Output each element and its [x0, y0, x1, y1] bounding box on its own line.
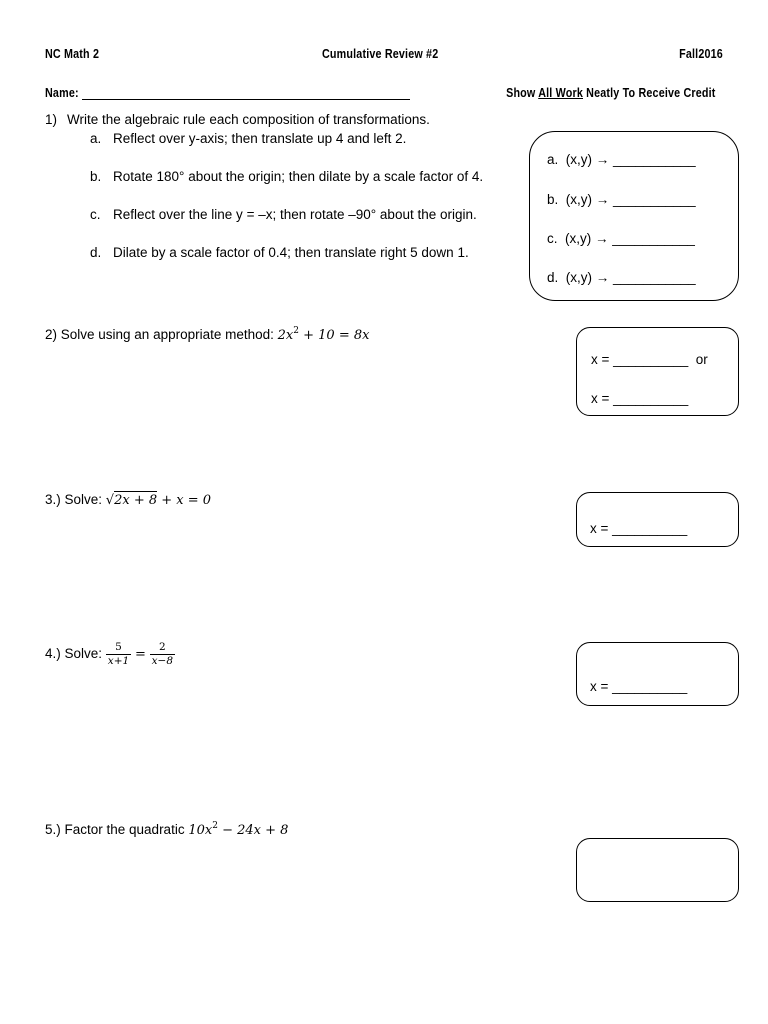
q5-expr-exp: 2 [212, 821, 218, 831]
q1-answer-rule: (x,y) → [565, 270, 610, 285]
q5-expression [188, 823, 288, 838]
q4-answer-box [576, 642, 739, 706]
q1-item-letter: c. [90, 207, 101, 222]
q2-answer-1[interactable] [591, 352, 708, 367]
q1-item-text: Reflect over y-axis; then translate up 4 and left 2. [113, 131, 407, 146]
q4-lhs-den: x+1 [107, 655, 130, 667]
q3-prompt [45, 492, 211, 508]
q1-answer-blank[interactable]: ___________ [613, 270, 696, 285]
q1-answer-letter: b. [547, 192, 559, 207]
q2-or: or [695, 352, 708, 367]
q1-answer-d[interactable] [547, 270, 696, 285]
q4-prompt [45, 641, 175, 668]
q4-equals: = [134, 647, 146, 663]
name-label: Name: [45, 86, 79, 100]
q4-lhs-num: 5 [115, 641, 122, 653]
q1-answer-rule: (x,y) → [565, 231, 609, 246]
instructions [507, 86, 716, 100]
q2-prompt [45, 326, 369, 343]
q1-answer-c[interactable] [547, 231, 695, 246]
q1-answer-rule: (x,y) → [565, 192, 610, 207]
q1-answer-a[interactable] [547, 152, 696, 167]
q1-item-text: Reflect over the line y = –x; then rotate –90° about the origin. [113, 207, 477, 222]
q4-answer[interactable]: x = __________ [590, 679, 688, 694]
q1-prompt: Write the algebraic rule each composition of transformations. [67, 112, 430, 127]
q3-prompt-text: 3.) Solve: [45, 492, 106, 507]
q3-answer[interactable]: x = __________ [590, 521, 688, 536]
q3-radical-sign: √ [105, 493, 115, 508]
q1-answer-blank[interactable]: ___________ [613, 152, 696, 167]
q5-prompt [45, 821, 288, 838]
q2-equation [278, 328, 370, 343]
q1-answer-letter: a. [547, 152, 559, 167]
q2-answer-1-blank[interactable]: x = __________ [591, 352, 689, 367]
q4-rhs-fraction [150, 641, 175, 668]
q5-answer-box[interactable] [576, 838, 739, 902]
q5-expr-coef: 10x [188, 823, 213, 838]
q3-answer-box [576, 492, 739, 547]
term-label: Fall2016 [679, 47, 723, 61]
q4-lhs-fraction [106, 641, 131, 668]
q1-item-letter: b. [90, 169, 102, 184]
q1-answer-b[interactable] [547, 192, 696, 207]
instructions-pre: Show [506, 86, 539, 100]
q5-prompt-text: 5.) Factor the quadratic [45, 822, 189, 837]
q4-rhs-den: x−8 [151, 655, 174, 667]
q1-number: 1) [45, 112, 58, 127]
q1-item-letter: a. [90, 131, 102, 146]
q2-answer-2[interactable]: x = __________ [591, 391, 689, 406]
instructions-post: Neatly To Receive Credit [583, 86, 716, 100]
q1-item-letter: d. [90, 245, 102, 260]
q2-eq-coef: 2x [277, 328, 294, 343]
q5-expr-rest: − 24x + 8 [217, 823, 289, 838]
q1-answer-letter: c. [547, 231, 558, 246]
q2-eq-exp: 2 [293, 326, 299, 336]
name-line[interactable] [82, 99, 410, 100]
q1-item-text: Dilate by a scale factor of 0.4; then translate right 5 down 1. [113, 245, 469, 260]
q4-prompt-text: 4.) Solve: [45, 646, 106, 662]
q1-answer-blank[interactable]: ___________ [612, 231, 695, 246]
course-name: NC Math 2 [45, 47, 100, 61]
q1-item-text: Rotate 180° about the origin; then dilate by a scale factor of 4. [113, 169, 484, 184]
q4-rhs-num: 2 [158, 641, 166, 653]
q3-eq-rest: + x = 0 [157, 493, 212, 508]
q1-answer-letter: d. [547, 270, 559, 285]
q1-answer-rule: (x,y) → [565, 152, 610, 167]
worksheet-title: Cumulative Review #2 [322, 47, 439, 61]
instructions-underlined: All Work [538, 86, 584, 100]
q1-answer-blank[interactable]: ___________ [613, 192, 696, 207]
q2-prompt-text: 2) Solve using an appropriate method: [45, 327, 278, 342]
q2-eq-rest: + 10 = 8x [299, 328, 370, 343]
q3-radicand: 2x + 8 [114, 493, 158, 508]
